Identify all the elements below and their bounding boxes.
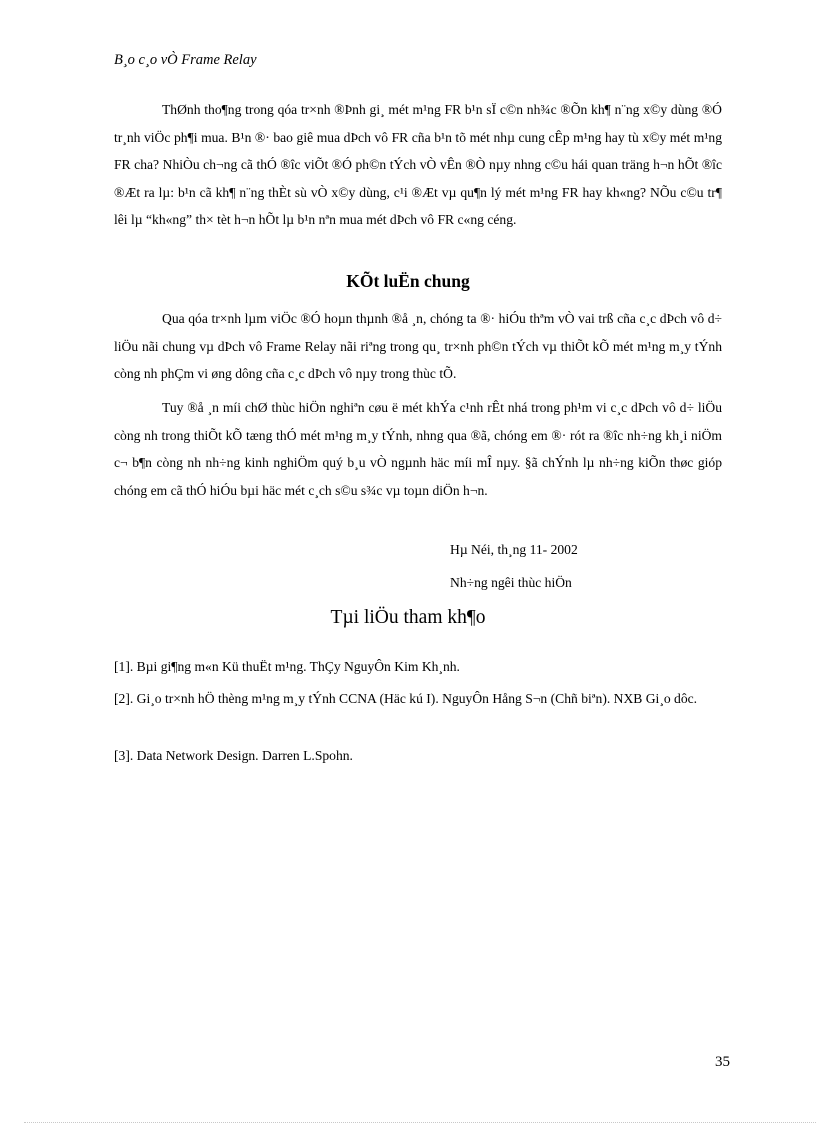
conclusion-heading: KÕt luËn chung — [346, 271, 470, 291]
references-heading: Tµi liÖu tham kh¶o — [330, 607, 486, 628]
signature-authors: Nh÷ng ngêi thùc hiÖn — [450, 575, 572, 590]
reference-item: [1]. Bµi gi¶ng m«n Kü thuËt m¹ng. ThÇy NguyÔn Kim Kh¸nh. — [114, 659, 460, 674]
conclusion-paragraph-1: Qua qóa tr×nh lµm viÖc ®Ó hoµn thµnh ®å ¸n, chóng ta ®· hiÓu thªm vÒ vai trß cña c¸c dÞch vô d÷ liÖu nãi chung vµ dÞch vô Frame Relay nãi riªng trong qu¸ tr×nh ph©n tÝch vµ thiÕt kÕ mét m¹ng m¸y tÝnh còng nh phÇm vi øng dông cña c¸c dÞch vô nµy trong thùc tÕ. — [114, 311, 722, 381]
conclusion-paragraph-2: Tuy ®å ¸n míi chØ thùc hiÖn nghiªn cøu ë mét khÝa c¹nh rÊt nhá trong ph¹m vi c¸c dÞch vô d÷ liÖu còng nh trong thiÕt kÕ tæng thÓ mét m¹ng m¸y tÝnh, nhng qua ®ã, chóng em ®· rót ra ®îc nh÷ng kh¸i niÖm c¬ b¶n còng nh nh÷ng kinh nghiÖm quý b¸u vÒ ngµnh häc míi mÎ nµy. §ã chÝnh lµ nh÷ng kiÕn thøc gióp chóng em cã thÓ hiÓu bµi häc mét c¸ch s©u s¾c vµ toµn diÖn h¬n. — [114, 400, 722, 498]
signature-place-date: Hµ Néi, th¸ng 11- 2002 — [450, 542, 578, 557]
reference-item: [2]. Gi¸o tr×nh hÖ thèng m¹ng m¸y tÝnh CCNA (Häc kú I). NguyÔn Hång S¬n (Chñ biªn). NXB Gi¸o dôc. — [114, 691, 698, 706]
page-number: 35 — [715, 1054, 730, 1070]
running-header: B¸o c¸o vÒ Frame Relay — [114, 52, 257, 68]
intro-paragraph: ThØnh tho¶ng trong qóa tr×nh ®Þnh gi¸ mét m¹ng FR b¹n sÏ c©n nh¾c ®Õn kh¶ n¨ng x©y dùng ®Ó tr¸nh viÖc ph¶i mua. B¹n ®· bao giê mua dÞch vô FR cña b¹n tõ mét nhµ cung cÊp m¹ng hay tù x©y mét m¹ng FR cha? NhiÒu ch¬ng cã thÓ ®îc viÕt ®Ó ph©n tÝch vÒ vÊn ®Ò nµy nhng c©u hái quan träng h¬n hÕt ®îc ®Æt ra lµ: b¹n cã kh¶ n¨ng thÈt sù vÒ x©y dùng, c¹i ®Æt vµ qu¶n lý mét m¹ng FR hay kh«ng? NÕu c©u tr¶ lêi lµ “kh«ng” th× tèt h¬n hÕt lµ b¹n nªn mua mét dÞch vô FR c«ng céng. — [114, 102, 722, 227]
reference-item: [3]. Data Network Design. Darren L.Spohn. — [114, 748, 353, 763]
